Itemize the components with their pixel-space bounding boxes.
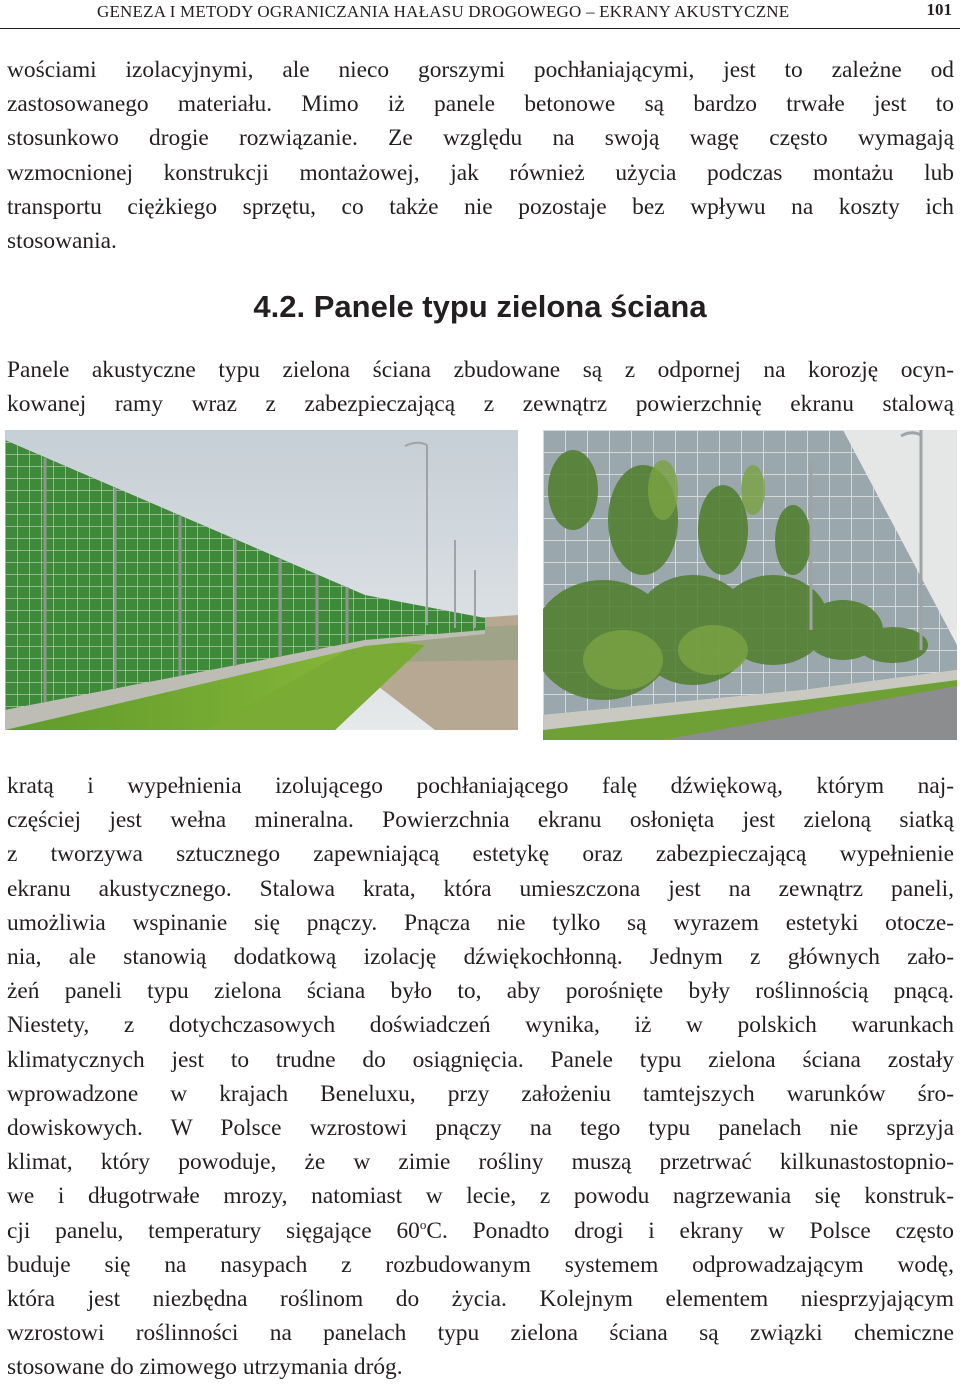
text-line: wzmocnionej konstrukcji montażowej, jak również użycia podczas montażu lub — [7, 159, 954, 186]
text-line: ekranu akustycznego. Stalowa krata, która umieszczona jest na zewnątrz paneli, — [7, 875, 954, 902]
text-line: stosowania. — [7, 228, 117, 255]
text-segment: cji panelu, temperatury sięgające 60 — [7, 1217, 420, 1244]
text-line: kratą i wypełnienia izolującego pochłaniającego falę dźwiękową, którym naj- — [7, 773, 954, 799]
paragraph-3 — [7, 769, 954, 1385]
text-line: wzrostowi roślinności na panelach typu zielona ściana są związki chemiczne — [7, 1320, 954, 1347]
photo-green-wall-panels — [5, 430, 518, 730]
text-line: stosunkowo drogie rozwiązanie. Ze względu na swoją wagę często wymagają — [7, 125, 954, 152]
text-line: klimatycznych jest to trudne do osiągnięcia. Panele typu zielona ściana zostały — [7, 1046, 954, 1073]
text-line: kowanej ramy wraz z zabezpieczającą z zewnątrz powierzchnię ekranu stalową — [7, 391, 954, 418]
text-line: dowiskowych. W Polsce wzrostowi pnączy na tego typu panelach nie sprzyja — [7, 1115, 954, 1142]
text-line-temperature — [7, 1214, 954, 1248]
photo-climbing-plants-panels — [543, 430, 957, 740]
text-line: wościami izolacyjnymi, ale nieco gorszymi pochłaniającymi, jest to zależne od — [7, 57, 954, 83]
text-line: Niestety, z dotychczasowych doświadczeń wynika, iż w polskich warunkach — [7, 1012, 954, 1039]
page-number: 101 — [926, 0, 952, 19]
text-line: częściej jest wełna mineralna. Powierzchnia ekranu osłonięta jest zieloną siatką — [7, 807, 954, 834]
text-line: nia, ale stanowią dodatkową izolację dźwiękochłonną. Jednym z głównych zało- — [7, 944, 954, 971]
text-line: wprowadzone w krajach Beneluxu, przy założeniu tamtejszych warunków śro- — [7, 1080, 954, 1107]
text-line: umożliwia wspinanie się pnączy. Pnącza nie tylko są wyrazem estetyki otocze- — [7, 909, 954, 936]
text-line: klimat, który powoduje, że w zimie rośliny muszą przetrwać kilkunastostopnio- — [7, 1149, 954, 1176]
text-line: z tworzywa sztucznego zapewniającą estetykę oraz zabezpieczającą wypełnienie — [7, 841, 954, 868]
text-segment: C. Ponadto drogi i ekrany w Polsce często — [426, 1217, 954, 1244]
text-line: która jest niezbędna roślinom do życia. Kolejnym elementem niesprzyjającym — [7, 1286, 954, 1313]
text-line: żeń paneli typu zielona ściana było to, aby porośnięte były roślinnością pnącą. — [7, 978, 954, 1005]
paragraph-1 — [7, 53, 954, 258]
text-line: buduje się na nasypach z rozbudowanym systemem odprowadzającym wodę, — [7, 1251, 954, 1278]
text-line: stosowane do zimowego utrzymania dróg. — [7, 1354, 403, 1381]
section-heading: 4.2. Panele typu zielona ściana — [253, 289, 707, 324]
text-line: zastosowanego materiału. Mimo iż panele betonowe są bardzo trwałe jest to — [7, 91, 954, 118]
text-line: we i długotrwałe mrozy, natomiast w lecie, z powodu nagrzewania się konstruk- — [7, 1183, 954, 1210]
header-rule — [0, 28, 960, 29]
paragraph-2 — [7, 353, 954, 421]
page-header — [0, 0, 960, 28]
text-line: Panele akustyczne typu zielona ściana zbudowane są z odpornej na korozję ocyn- — [7, 357, 954, 383]
running-title: GENEZA I METODY OGRANICZANIA HAŁASU DROGOWEGO – EKRANY AKUSTYCZNE — [97, 2, 790, 21]
degree-superscript: o — [419, 1216, 427, 1232]
text-line: transportu ciężkiego sprzętu, co także nie pozostaje bez wpływu na koszty ich — [7, 193, 954, 220]
